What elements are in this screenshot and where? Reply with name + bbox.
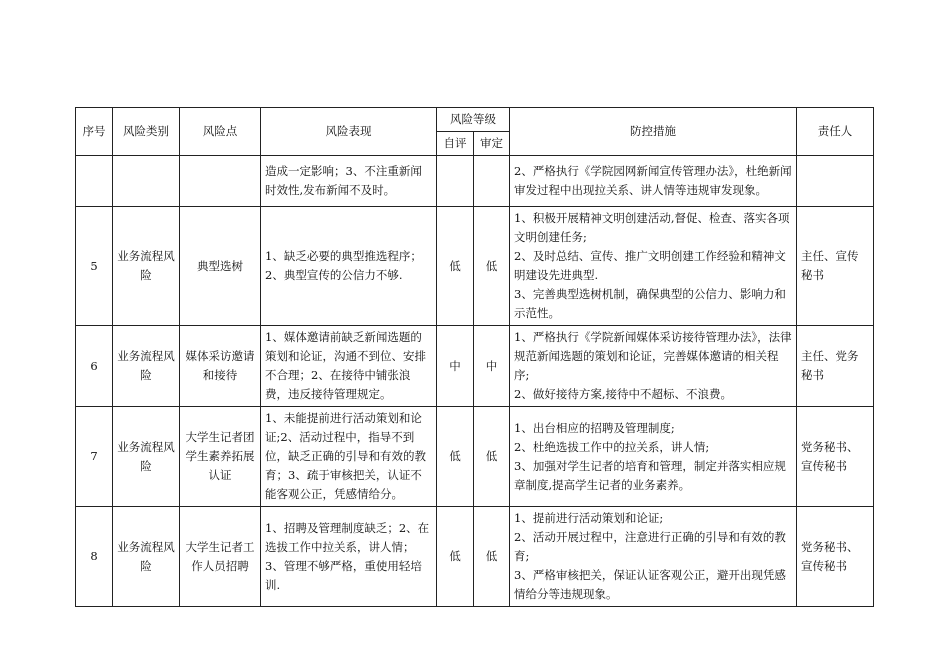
cell-measures-line: 3、完善典型选树机制，确保典型的公信力、影响力和示范性。 bbox=[514, 287, 786, 320]
cell-measures bbox=[510, 407, 797, 507]
table-row bbox=[76, 407, 874, 507]
cell-risk-point: 大学生记者工作人员招聘 bbox=[180, 507, 261, 607]
cell-measures-line: 1、提前进行活动策划和论证; bbox=[514, 511, 664, 525]
header-manifestation: 风险表现 bbox=[261, 108, 437, 156]
table-body bbox=[76, 156, 874, 607]
cell-measures-line: 3、严格审核把关，保证认证客观公正，避开出现凭感情给分等违规现象。 bbox=[514, 568, 786, 601]
cell-owner: 主任、党务秘书 bbox=[797, 326, 874, 407]
cell-measures bbox=[510, 156, 797, 207]
cell-self-eval: 低 bbox=[437, 207, 474, 326]
cell-measures-line: 2、及时总结、宣传、推广文明创建工作经验和精神文明建设先进典型. bbox=[514, 249, 786, 282]
header-risk-point: 风险点 bbox=[180, 108, 261, 156]
cell-manifestation-line: 1、未能提前进行活动策划和论证;2、活动过程中，指导不到位，缺乏正确的引导和有效的教育；3、疏于审核把关，认证不能客观公正，凭感情给分。 bbox=[265, 411, 426, 501]
header-review: 审定 bbox=[474, 132, 510, 156]
header-self-eval: 自评 bbox=[437, 132, 474, 156]
cell-category: 业务流程风险 bbox=[113, 326, 180, 407]
cell-measures-line: 2、做好接待方案,接待中不超标、不浪费。 bbox=[514, 387, 732, 401]
cell-risk-point bbox=[180, 156, 261, 207]
cell-manifestation-line: 1、招聘及管理制度缺乏；2、在选拔工作中拉关系，讲人情；3、管理不够严格，重使用轻培训. bbox=[265, 520, 430, 592]
cell-manifestation bbox=[261, 326, 437, 407]
cell-risk-point: 典型选树 bbox=[180, 207, 261, 326]
header-category: 风险类别 bbox=[113, 108, 180, 156]
table-row bbox=[76, 156, 874, 207]
cell-self-eval: 低 bbox=[437, 507, 474, 607]
cell-measures-line: 1、出台相应的招聘及管理制度; bbox=[514, 420, 675, 435]
cell-manifestation bbox=[261, 207, 437, 326]
cell-measures bbox=[510, 326, 797, 407]
cell-manifestation bbox=[261, 507, 437, 607]
cell-measures-line: 2、严格执行《学院园网新闻宣传管理办法》，杜绝新闻审发过程中出现拉关系、讲人情等违规审发现象。 bbox=[514, 164, 792, 197]
cell-manifestation bbox=[261, 407, 437, 507]
cell-self-eval: 低 bbox=[437, 407, 474, 507]
header-measures: 防控措施 bbox=[510, 108, 797, 156]
header-owner: 责任人 bbox=[797, 108, 874, 156]
cell-measures-line: 2、活动开展过程中，注意进行正确的引导和有效的教育; bbox=[514, 530, 786, 563]
cell-owner: 党务秘书、宣传秘书 bbox=[797, 507, 874, 607]
cell-self-eval: 中 bbox=[437, 326, 474, 407]
cell-measures-line: 1、严格执行《学院新闻媒体采访接待管理办法》，法律规范新闻选题的策划和论证，完善媒体邀请的相关程序; bbox=[514, 330, 792, 382]
cell-manifestation-line: 造成一定影响；3、不注重新闻时效性,发布新闻不及时。 bbox=[265, 164, 422, 197]
cell-measures-line: 1、积极开展精神文明创建活动,督促、检查、落实各项文明创建任务; bbox=[514, 211, 790, 244]
cell-index bbox=[76, 156, 113, 207]
cell-category: 业务流程风险 bbox=[113, 207, 180, 326]
cell-review: 低 bbox=[474, 207, 510, 326]
cell-category: 业务流程风险 bbox=[113, 507, 180, 607]
cell-risk-point: 媒体采访邀请和接待 bbox=[180, 326, 261, 407]
cell-risk-point: 大学生记者团学生素养拓展认证 bbox=[180, 407, 261, 507]
cell-manifestation-line: 1、媒体邀请前缺乏新闻选题的策划和论证，沟通不到位、安排不合理；2、在接待中铺张浪费，违反接待管理规定。 bbox=[265, 330, 426, 401]
cell-owner: 党务秘书、宣传秘书 bbox=[797, 407, 874, 507]
cell-index: 7 bbox=[76, 407, 113, 507]
cell-measures bbox=[510, 207, 797, 326]
cell-owner: 主任、宣传秘书 bbox=[797, 207, 874, 326]
cell-review: 低 bbox=[474, 407, 510, 507]
cell-review: 中 bbox=[474, 326, 510, 407]
cell-review bbox=[474, 156, 510, 207]
header-row-1 bbox=[76, 108, 874, 132]
cell-measures-line: 3、加强对学生记者的培育和管理，制定并落实相应规章制度,提高学生记者的业务素养。 bbox=[514, 458, 786, 492]
table-row bbox=[76, 507, 874, 607]
cell-review: 低 bbox=[474, 507, 510, 607]
cell-manifestation bbox=[261, 156, 437, 207]
table-row bbox=[76, 326, 874, 407]
risk-control-table bbox=[75, 107, 874, 607]
cell-index: 5 bbox=[76, 207, 113, 326]
cell-index: 6 bbox=[76, 326, 113, 407]
cell-owner bbox=[797, 156, 874, 207]
cell-manifestation-line: 1、缺乏必要的典型推选程序； bbox=[265, 249, 422, 263]
cell-manifestation-line: 2、典型宣传的公信力不够. bbox=[265, 268, 403, 282]
cell-measures-line: 2、杜绝选拔工作中的拉关系，讲人情; bbox=[514, 439, 710, 454]
cell-self-eval bbox=[437, 156, 474, 207]
cell-measures bbox=[510, 507, 797, 607]
cell-category bbox=[113, 156, 180, 207]
table-row bbox=[76, 207, 874, 326]
header-risk-level: 风险等级 bbox=[437, 108, 510, 132]
cell-index: 8 bbox=[76, 507, 113, 607]
cell-category: 业务流程风险 bbox=[113, 407, 180, 507]
header-index: 序号 bbox=[76, 108, 113, 156]
